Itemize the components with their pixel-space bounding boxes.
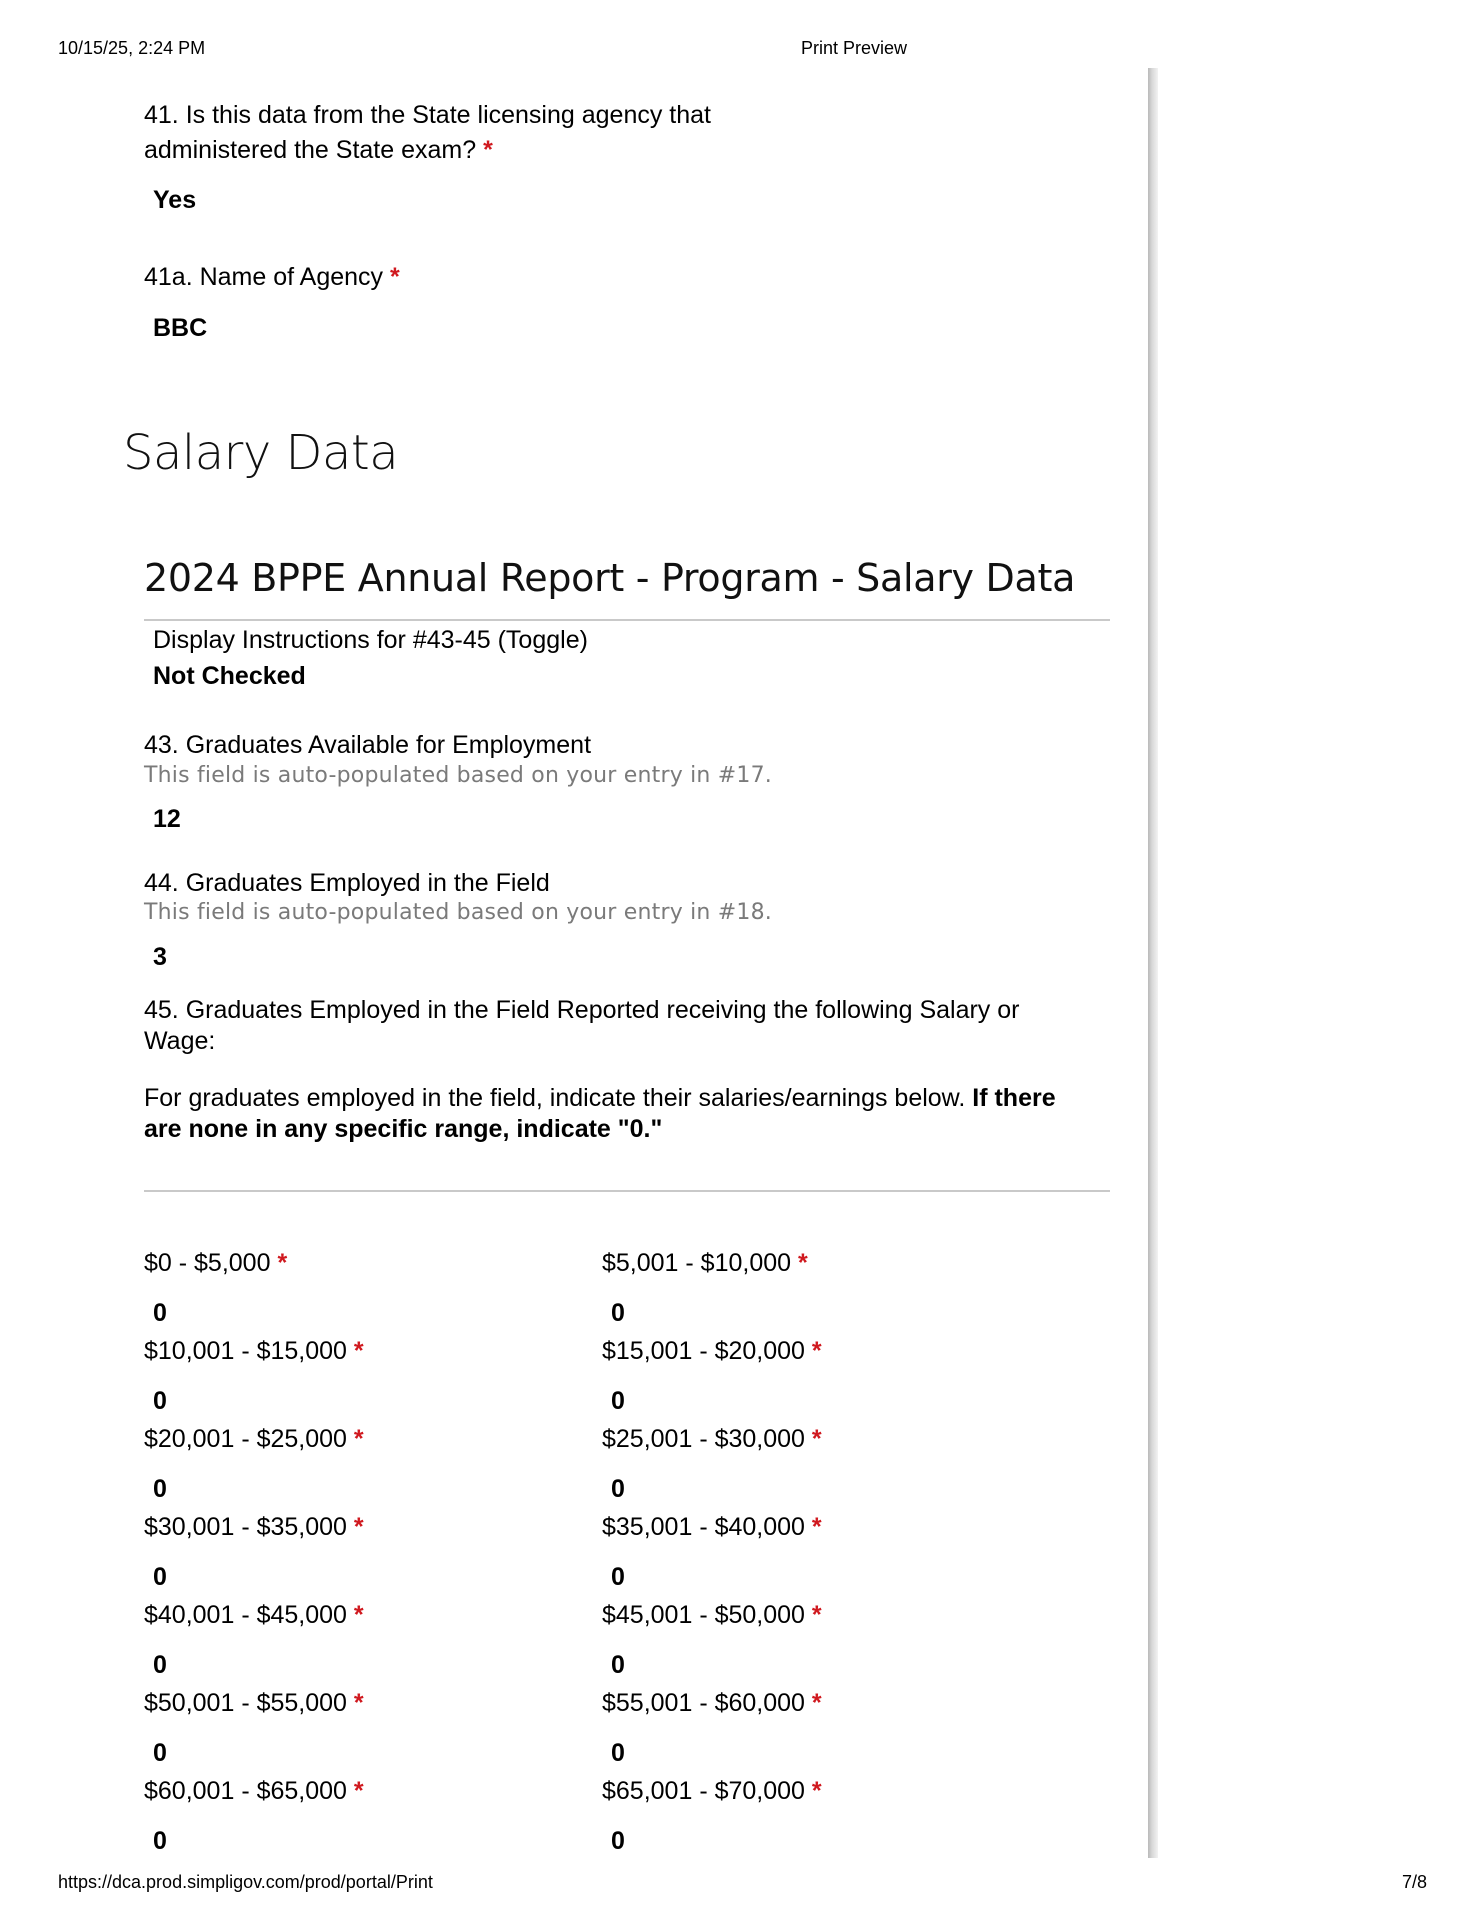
q43-helper: This field is auto-populated based on your entry in #17.	[144, 763, 772, 788]
salary-range-label: $60,001 - $65,000 *	[144, 1777, 364, 1805]
q41a-label: 41a. Name of Agency *	[144, 263, 400, 291]
q44-helper: This field is auto-populated based on your entry in #18.	[144, 900, 772, 925]
required-marker: *	[390, 263, 400, 291]
print-url: https://dca.prod.simpligov.com/prod/portal/Print	[58, 1872, 433, 1892]
q44-answer: 3	[153, 943, 167, 971]
required-marker: *	[804, 1337, 822, 1365]
instructions-toggle-value: Not Checked	[153, 662, 306, 690]
report-title: 2024 BPPE Annual Report - Program - Salary Data	[144, 556, 1076, 600]
salary-range-value: 0	[153, 1299, 167, 1327]
salary-range-value: 0	[611, 1827, 625, 1855]
page-number: 7/8	[1402, 1872, 1428, 1892]
salary-range-value: 0	[153, 1739, 167, 1767]
salary-range-label: $25,001 - $30,000 *	[602, 1425, 822, 1453]
q44-label: 44. Graduates Employed in the Field	[144, 869, 550, 897]
q43-answer: 12	[153, 805, 181, 833]
print-preview-title: Print Preview	[801, 38, 908, 58]
page-edge-shadow	[1148, 68, 1158, 1858]
salary-range-value: 0	[611, 1563, 625, 1591]
required-marker: *	[270, 1249, 288, 1277]
required-marker: *	[791, 1249, 808, 1277]
q41-label: 41. Is this data from the State licensing agency that administered the State exam? *	[144, 101, 711, 164]
required-marker: *	[804, 1425, 822, 1453]
salary-range-label: $65,001 - $70,000 *	[602, 1777, 822, 1805]
salary-range-value: 0	[153, 1475, 167, 1503]
required-marker: *	[346, 1425, 364, 1453]
q41-answer: Yes	[153, 186, 197, 214]
section-title: Salary Data	[123, 425, 399, 481]
salary-range-label: $40,001 - $45,000 *	[144, 1601, 364, 1629]
required-marker: *	[804, 1513, 822, 1541]
salary-range-label: $45,001 - $50,000 *	[602, 1601, 822, 1629]
print-date: 10/15/25, 2:24 PM	[58, 38, 206, 58]
instructions-toggle-label: Display Instructions for #43-45 (Toggle)	[153, 626, 588, 654]
salary-range-value: 0	[611, 1299, 625, 1327]
salary-range-value: 0	[611, 1739, 625, 1767]
required-marker: *	[804, 1689, 822, 1717]
salary-range-value: 0	[153, 1387, 167, 1415]
salary-range-label: $15,001 - $20,000 *	[602, 1337, 822, 1365]
salary-range-label: $30,001 - $35,000 *	[144, 1513, 364, 1541]
q43-label: 43. Graduates Available for Employment	[144, 731, 592, 759]
instruction-divider	[144, 1190, 1110, 1192]
required-marker: *	[346, 1513, 364, 1541]
salary-range-label: $35,001 - $40,000 *	[602, 1513, 822, 1541]
required-marker: *	[346, 1689, 364, 1717]
q41a-answer: BBC	[153, 314, 208, 342]
required-marker: *	[804, 1601, 822, 1629]
salary-range-label: $55,001 - $60,000 *	[602, 1689, 822, 1717]
required-marker: *	[346, 1601, 364, 1629]
salary-range-value: 0	[611, 1475, 625, 1503]
required-marker: *	[483, 136, 493, 164]
salary-range-value: 0	[153, 1651, 167, 1679]
required-marker: *	[346, 1337, 364, 1365]
salary-range-label: $0 - $5,000 *	[144, 1249, 288, 1277]
salary-range-label: $10,001 - $15,000 *	[144, 1337, 364, 1365]
salary-range-label: $5,001 - $10,000 *	[602, 1249, 808, 1277]
required-marker: *	[804, 1777, 822, 1805]
salary-range-value: 0	[611, 1387, 625, 1415]
q45-label: 45. Graduates Employed in the Field Reported receiving the following Salary or Wage:	[144, 996, 1020, 1055]
salary-range-value: 0	[153, 1563, 167, 1591]
salary-range-value: 0	[153, 1827, 167, 1855]
title-divider	[144, 619, 1110, 621]
salary-range-value: 0	[611, 1651, 625, 1679]
salary-range-label: $20,001 - $25,000 *	[144, 1425, 364, 1453]
q45-instruction: For graduates employed in the field, indicate their salaries/earnings below. If there are none in any specific range, indicate "0."	[144, 1084, 1056, 1143]
salary-range-label: $50,001 - $55,000 *	[144, 1689, 364, 1717]
required-marker: *	[346, 1777, 364, 1805]
